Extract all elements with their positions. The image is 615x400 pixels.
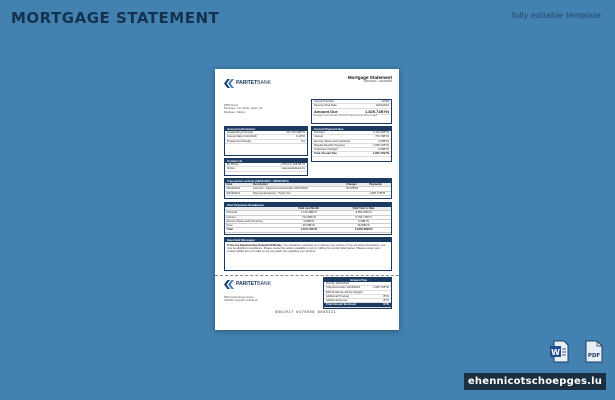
pdf-label: PDF: [587, 353, 601, 359]
coupon-box: [323, 277, 392, 309]
table-cell: 09/16/2024: [225, 187, 252, 191]
summary-value: 12345: [381, 100, 389, 103]
row-label: Total Amount Enclosed: [326, 303, 356, 307]
address-line: ### Sredzinskogo Street: [224, 296, 254, 299]
bank-logo-mark: [224, 280, 235, 289]
row-label: Additional Escrow: [326, 299, 348, 303]
table-cell: 0.00BYN: [281, 220, 336, 224]
account-info-box: [224, 126, 308, 156]
table-cell: Principal: [225, 211, 281, 215]
messages-box: [224, 237, 392, 271]
messages-lead: If You Are Experiencing Financial Difficulty:: [227, 243, 283, 247]
table-cell: Payment Received - Thank You: [252, 192, 345, 196]
svg-text:W: W: [551, 348, 560, 357]
bank-address: [224, 296, 284, 303]
messages-text: You should be contacting us to discuss your options. If you are facing foreclosure, you may be eligible for assistance. Please review the options available to you by calling the number listed above. Please ensure your contact details are up to date so we can reach you regarding your account.: [227, 243, 386, 253]
summary-box: [311, 99, 392, 124]
bank-logo: [224, 79, 271, 88]
table-cell: Total: [225, 228, 281, 232]
row-value: 217,743.20BYN: [286, 131, 305, 134]
row-value: 1,122.01BYN: [373, 131, 389, 134]
table-header: Payments: [368, 183, 391, 187]
row-label: $45.00 late fee will be charged: [326, 290, 363, 294]
row-value: 1,825.71BYN: [372, 152, 389, 156]
row-value: +375 (17) 228-88-70: [280, 163, 305, 166]
bank-logo-coupon: [224, 280, 271, 289]
row-value: www.paritetbank.by: [281, 167, 305, 171]
coupon-header: Amount Due: [324, 278, 391, 282]
row-label: By Phone: [227, 163, 239, 166]
row-label: Due By 10/01/2024: [326, 282, 350, 285]
row-label: Outstanding Principal: [227, 131, 253, 134]
summary-value: 10/01/2024: [375, 104, 389, 108]
row-label: Prepayment Penalty: [227, 139, 252, 143]
row-value: BYN: [383, 294, 389, 298]
pdf-file-icon[interactable]: [584, 340, 604, 363]
row-label: If Received After 10/15/2024: [326, 286, 360, 290]
table-cell: 45.00BYN: [281, 224, 336, 228]
row-value: 1,825.71BYN: [373, 143, 389, 147]
transactions-header: Transaction Activity (09/01/2024 - 09/30/2024): [225, 179, 391, 183]
statement-document: [215, 69, 399, 330]
amount-due-note: If payment is received after 10/15/2024, $45.00 late fee will be charged: [314, 114, 377, 117]
tagline: fully editable template: [511, 10, 601, 20]
row-label: Interest Rate (Until 2024): [227, 135, 258, 139]
contact-header: Contact Us: [225, 159, 307, 163]
table-cell: 1,825.71BYN: [368, 192, 391, 196]
row-label: Principal: [314, 131, 325, 134]
row-value: 0.00BYN: [378, 148, 389, 152]
table-cell: Fees: [225, 224, 281, 228]
payment-due-header: Current Payment Due: [312, 127, 391, 131]
summary-label: Payment Due Date: [314, 104, 337, 108]
row-value: 4.125%: [295, 135, 305, 139]
row-value: 703.70BYN: [375, 135, 389, 139]
row-label: Interest: [314, 135, 323, 139]
account-info-row: [225, 140, 307, 144]
table-header: Charges: [345, 183, 368, 187]
address-line: Bordeaux, CA, 00011, Apple, 92: [224, 107, 263, 111]
summary-label: Account Number: [314, 100, 335, 103]
table-header: Date: [225, 183, 252, 187]
page-title: MORTGAGE STATEMENT: [11, 9, 220, 27]
table-cell: [345, 192, 368, 196]
statement-title: Mortgage Statement: [347, 75, 392, 80]
statement-period: 2024/09/01 - 2024/09/30: [363, 80, 392, 83]
table-cell: 09/16/2024: [225, 192, 252, 196]
row-value: BYN: [383, 299, 389, 303]
table-header: Paid Year to Date: [336, 207, 391, 211]
bank-name-bold: PARITET: [236, 280, 258, 287]
table-header: Description: [252, 183, 345, 187]
payment-due-box: [311, 126, 392, 162]
table-cell: 45.00BYN: [345, 187, 368, 191]
transactions-box: [224, 178, 392, 199]
word-file-icon[interactable]: [549, 340, 569, 363]
row-value: BYN: [383, 303, 389, 307]
row-value: Yes: [300, 139, 305, 143]
row-value: 1,825.71BYN: [373, 286, 389, 290]
table-header: Paid Last Month: [281, 207, 336, 211]
table-cell: 710.36BYN: [281, 216, 336, 220]
table-cell: Interest: [225, 216, 281, 220]
coupon-total-row: [324, 303, 391, 307]
table-cell: 1,870.71BYN: [281, 228, 336, 232]
table-cell: 45.00BYN: [336, 224, 391, 228]
row-value: 0.00BYN: [378, 139, 389, 143]
messages-body: [225, 242, 391, 254]
row-label: Total Amount Due: [314, 152, 337, 156]
account-info-header: Account Information: [225, 127, 307, 131]
past-payments-box: [224, 202, 392, 235]
past-payments-table: [225, 207, 391, 233]
row-label: Escrow (Taxes and Insurance): [314, 139, 351, 143]
table-cell: 5,752.77BYN: [336, 216, 391, 220]
address-line: 220000, Republic of Belarus: [224, 299, 258, 303]
amount-due-label: Amount Due: [314, 108, 338, 114]
row-label: Regular Monthly Payment: [314, 143, 345, 147]
bank-logo-mark: [224, 79, 235, 88]
bank-name-bold: PARITET: [236, 79, 258, 86]
row-label: Online: [227, 167, 235, 171]
table-cell: Late Fee - Payment received after 09/15/2024: [252, 187, 345, 191]
table-cell: 14,650.68BYN: [336, 228, 391, 232]
address-line: Bordeaux, Nikkos: [224, 110, 246, 114]
customer-address: [224, 104, 284, 114]
bank-name-rest: BANK: [257, 280, 271, 287]
transactions-table: [225, 183, 391, 196]
row-label: Additional Principal: [326, 294, 349, 298]
row-label: Total Fees Charged: [314, 148, 338, 152]
address-line: #### Street: [224, 104, 238, 107]
amount-due-value: 1,825.71BYN: [364, 108, 389, 114]
table-cell: 0.00BYN: [336, 220, 391, 224]
table-cell: 1,115.35BYN: [281, 211, 336, 215]
table-cell: Escrow (Taxes and Insurance): [225, 220, 281, 224]
messages-header: Important Messages: [225, 238, 391, 242]
scanline: 0001917 0475690 0005321: [275, 310, 337, 314]
contact-box: [224, 158, 308, 176]
past-payments-header: Past Payments Breakdown: [225, 203, 391, 207]
contact-row: [225, 167, 307, 171]
payment-due-total-row: [312, 152, 391, 156]
footer-website[interactable]: ehennicotschoepges.lu: [464, 373, 606, 390]
bank-name-rest: BANK: [257, 79, 271, 86]
table-cell: 8,852.91BYN: [336, 211, 391, 215]
tear-line: [215, 275, 399, 276]
